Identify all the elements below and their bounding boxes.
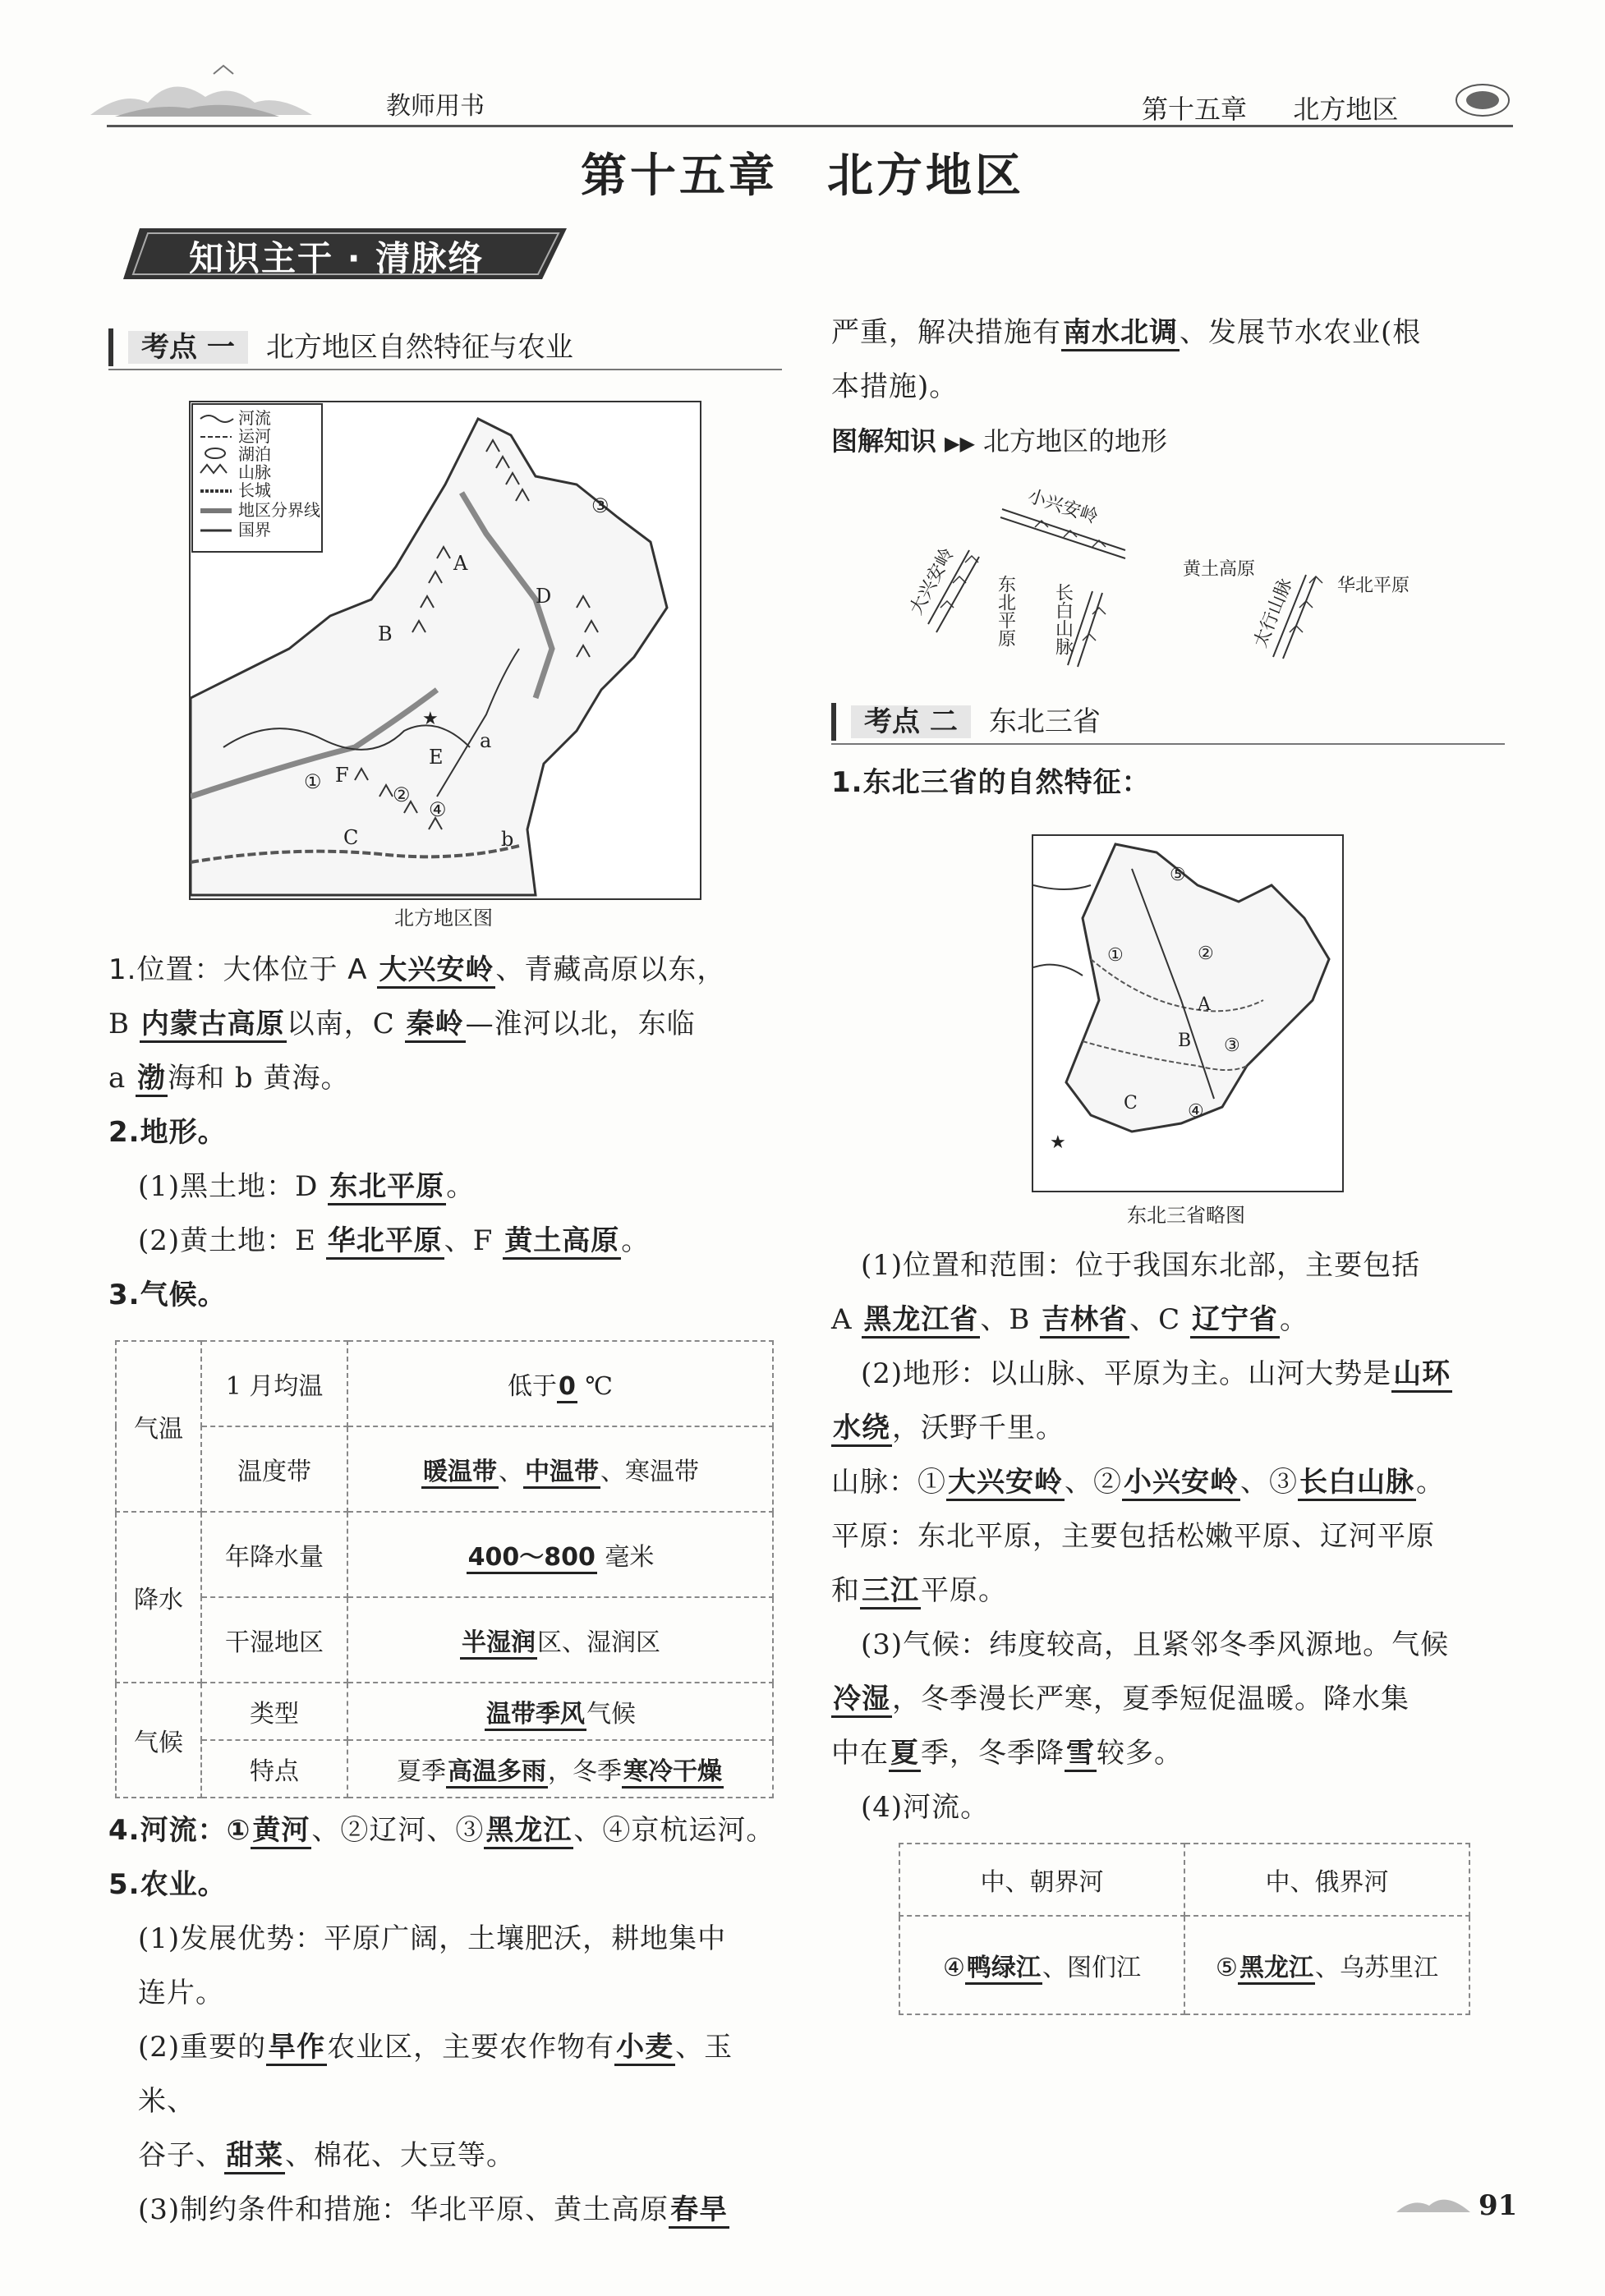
right-r11: (4)河流。 — [861, 1791, 990, 1824]
kp1-title: 北方地区自然特征与农业 — [265, 331, 573, 364]
header-chapter: 第十五章 — [1142, 94, 1248, 125]
river-header-russia: 中、俄界河 — [1184, 1844, 1469, 1916]
map1-label-1: ① — [304, 770, 322, 793]
terrain-label-changbai: 长白山脉 — [1052, 583, 1074, 655]
left-heading-agri: 5.农业。 — [108, 1868, 227, 1901]
right-line-1: 严重，解决措施有南水北调、发展节水农业(根 — [831, 305, 1513, 360]
left-column-lower — [108, 1803, 790, 2237]
map1-caption: 北方地区图 — [394, 907, 493, 930]
map1-label-E: E — [429, 746, 444, 769]
map1-label-C: C — [343, 826, 359, 849]
section-banner — [123, 227, 567, 281]
right-line-2: 本措施)。 — [831, 370, 959, 403]
map1-label-3: ③ — [591, 494, 609, 517]
header-emblem-icon — [1454, 82, 1511, 122]
climate-r6-value: 夏季高温多雨，冬季寒冷干燥 — [347, 1740, 773, 1798]
map1-label-b: b — [501, 828, 514, 851]
climate-group-temp: 气温 — [116, 1341, 201, 1512]
left-line-3: a 渤海和 b 黄海。 — [108, 1051, 790, 1105]
terrain-diagram — [904, 476, 1479, 673]
climate-r5-label: 类型 — [201, 1683, 347, 1740]
map1-label-2: ② — [393, 783, 411, 806]
right-column-top — [831, 305, 1513, 414]
capital-star-icon: ★ — [422, 709, 439, 729]
map2-label-4: ④ — [1188, 1101, 1204, 1122]
legend-border: 国界 — [238, 520, 271, 540]
map2-star-icon: ★ — [1050, 1132, 1066, 1153]
climate-r6-label: 特点 — [201, 1740, 347, 1798]
left-line-2: B 内蒙古高原以南，C 秦岭—淮河以北，东临 — [108, 997, 790, 1051]
climate-r3-value: 400～800 毫米 — [347, 1512, 773, 1597]
map2-label-5: ⑤ — [1170, 865, 1186, 885]
left-line-5: (1)黑土地：D 东北平原。 — [108, 1159, 790, 1214]
climate-r5-value: 温带季风气候 — [347, 1683, 773, 1740]
page-title: 第十五章 北方地区 — [581, 149, 1024, 203]
kp1-heading — [108, 328, 573, 366]
right-r1: (1)位置和范围：位于我国东北部，主要包括 — [861, 1249, 1421, 1282]
terrain-label-huangtu: 黄土高原 — [1183, 559, 1256, 580]
right-r5: 山脉：①大兴安岭、②小兴安岭、③长白山脉。 — [831, 1455, 1513, 1509]
climate-r3-label: 年降水量 — [201, 1512, 347, 1597]
river-cell-korea: ④鸭绿江、图们江 — [899, 1916, 1184, 2014]
header-left-label: 教师用书 — [386, 92, 485, 121]
map2-label-3: ③ — [1224, 1035, 1240, 1056]
illus-label: 图解知识 — [831, 425, 937, 457]
left-line-1: 1.位置：大体位于 A 大兴安岭、青藏高原以东， — [108, 943, 790, 997]
legend-mountain: 山脉 — [238, 462, 271, 482]
kp2-heading — [831, 703, 1101, 741]
left-line-14: (3)制约条件和措施：华北平原、黄土高原春旱 — [108, 2183, 790, 2237]
right-r8: (3)气候：纬度较高，且紧邻冬季风源地。气候 — [861, 1628, 1450, 1661]
map1-label-A: A — [453, 552, 468, 575]
left-column — [108, 943, 790, 1322]
climate-r4-label: 干湿地区 — [201, 1597, 347, 1683]
map1-label-4: ④ — [429, 798, 447, 821]
right-r7: 和三江平原。 — [831, 1564, 1513, 1618]
legend-river: 河流 — [238, 408, 271, 428]
terrain-label-huabei: 华北平原 — [1337, 576, 1410, 596]
right-column-bottom — [831, 1238, 1513, 1835]
map2-label-A: A — [1198, 994, 1211, 1015]
left-heading-climate: 3.气候。 — [108, 1279, 227, 1311]
kp2-underline — [831, 743, 1505, 745]
map1-label-F: F — [335, 764, 349, 787]
legend-canal: 运河 — [238, 426, 271, 446]
north-region-map — [189, 401, 701, 900]
header-decoration — [90, 57, 312, 123]
left-line-10: (1)发展优势：平原广阔，土壤肥沃，耕地集中 — [138, 1922, 727, 1955]
climate-table — [115, 1340, 774, 1798]
double-arrow-icon: ▶▶ — [945, 432, 975, 455]
illus-heading — [831, 420, 1167, 458]
left-rivers-line: 4.河流：①黄河、②辽河、③黑龙江、④京杭运河。 — [108, 1803, 790, 1857]
climate-r4-value: 半湿润区、湿润区 — [347, 1597, 773, 1683]
legend-lake: 湖泊 — [238, 444, 271, 464]
right-r9: 冷湿，冬季漫长严寒，夏季短促温暖。降水集 — [831, 1672, 1513, 1726]
river-header-korea: 中、朝界河 — [899, 1844, 1184, 1916]
kp1-underline — [108, 369, 782, 370]
left-heading-terrain: 2.地形。 — [108, 1116, 227, 1149]
left-line-12: (2)重要的旱作农业区，主要农作物有小麦、玉米、 — [138, 2031, 734, 2118]
map1-label-a: a — [480, 729, 492, 752]
right-r3: (2)地形：以山脉、平原为主。山河大势是山环 — [831, 1347, 1513, 1401]
left-line-11: 连片。 — [138, 1977, 224, 2009]
header-rule — [107, 125, 1513, 127]
terrain-label-dongbei: 东北平原 — [995, 575, 1016, 647]
climate-group-type: 气候 — [116, 1683, 201, 1798]
climate-r2-label: 温度带 — [201, 1426, 347, 1512]
river-cell-russia: ⑤黑龙江、乌苏里江 — [1184, 1916, 1469, 2014]
legend-boundary: 地区分界线 — [238, 500, 320, 520]
map1-label-B: B — [378, 622, 393, 645]
right-r10: 中在夏季，冬季降雪较多。 — [831, 1726, 1513, 1780]
river-table — [899, 1843, 1470, 2015]
northeast-map — [1032, 834, 1344, 1192]
kp2-tag: 考点 二 — [851, 705, 971, 738]
section-banner-text: 知识主干 · 清脉络 — [189, 238, 485, 278]
page-number: 91 — [1479, 2189, 1518, 2222]
left-line-6: (2)黄土地：E 华北平原、F 黄土高原。 — [108, 1214, 790, 1268]
terrain-label-xiaoxing: 小兴安岭 — [1025, 485, 1101, 528]
map2-label-2: ② — [1198, 944, 1214, 964]
climate-r2-value: 暖温带、中温带、寒温带 — [347, 1426, 773, 1512]
right-r2: A 黑龙江省、B 吉林省、C 辽宁省。 — [831, 1293, 1513, 1347]
map2-label-B: B — [1178, 1031, 1192, 1051]
header-chapter-title: 北方地区 — [1293, 94, 1399, 125]
climate-r1-label: 1 月均温 — [201, 1341, 347, 1426]
kp2-question: 1.东北三省的自然特征： — [831, 766, 1151, 799]
header-right — [1142, 89, 1398, 126]
legend-wall: 长城 — [238, 480, 271, 500]
map1-label-D: D — [536, 585, 552, 608]
map2-caption: 东北三省略图 — [1127, 1204, 1245, 1227]
footer-decoration — [1396, 2184, 1470, 2220]
terrain-label-taihang: 太行山脉 — [1250, 576, 1297, 651]
kp2-title: 东北三省 — [988, 705, 1101, 738]
climate-r1-value: 低于0 ℃ — [347, 1341, 773, 1426]
climate-group-precip: 降水 — [116, 1512, 201, 1683]
right-r6: 平原：东北平原，主要包括松嫩平原、辽河平原 — [831, 1520, 1435, 1553]
map2-label-C: C — [1124, 1093, 1138, 1114]
terrain-label-daxing: 大兴安岭 — [906, 544, 959, 618]
right-r4: 水绕，沃野千里。 — [831, 1401, 1513, 1455]
left-line-13: 谷子、甜菜、棉花、大豆等。 — [108, 2128, 790, 2183]
illus-title: 北方地区的地形 — [982, 425, 1167, 457]
map2-label-1: ① — [1107, 945, 1124, 966]
kp1-tag: 考点 一 — [128, 331, 248, 364]
